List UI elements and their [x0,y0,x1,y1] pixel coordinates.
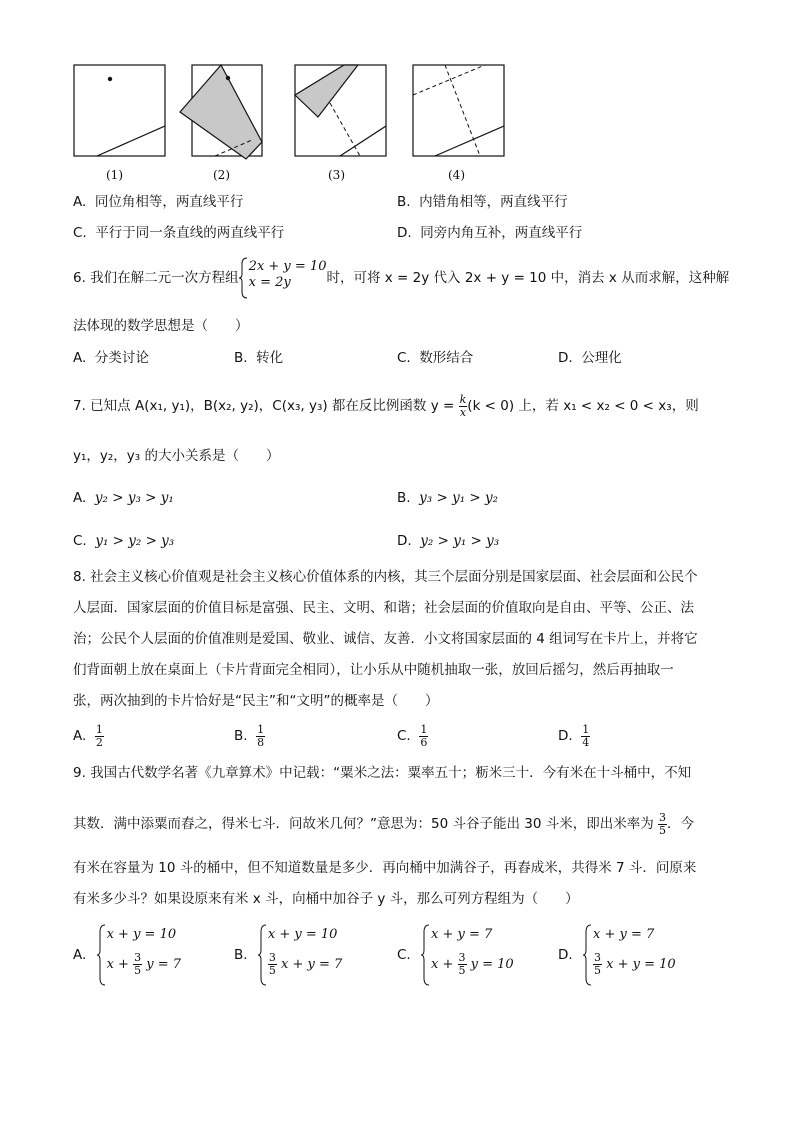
figure-caption-1: (1) [106,168,123,182]
fraction-denominator: 4 [582,735,590,749]
fraction-denominator: x [459,405,467,419]
q6-option-b[interactable] [234,349,283,367]
figure-3 [295,65,386,156]
option-letter: B. [234,947,248,963]
q8-line-3: 治；公民个人层面的价值准则是爱国、敬业、诚信、友善．小文将国家层面的 4 组词写在卡片上，并将它 [73,631,698,647]
equation-fraction [458,952,467,977]
fraction-denominator: 5 [593,964,601,977]
equation-2-start: x + [431,957,454,972]
q9-option-c[interactable] [397,922,514,988]
equation-2 [431,945,514,985]
fraction-numerator: 3 [134,951,142,964]
left-brace-icon [239,256,249,300]
q6-line-2: 法体现的数学思想是（ ） [73,318,249,334]
q7-option-a[interactable] [73,489,174,507]
fraction-numerator: 3 [268,951,276,964]
option-fraction [95,724,104,749]
option-fraction [581,724,590,749]
q6-option-a[interactable] [73,349,149,367]
q8-line-2: 人层面．国家层面的价值目标是富强、民主、文明、和谐；社会层面的价值取向是自由、平等、公正、法 [73,600,694,616]
fraction-denominator: 5 [134,964,142,977]
q8-option-a[interactable] [73,719,104,753]
q6-line-1 [73,256,729,300]
q8-option-c[interactable] [397,719,428,753]
q9-option-d[interactable] [558,922,676,988]
fraction-denominator: 6 [420,735,428,749]
option-letter: D. [397,533,412,549]
left-brace-icon [97,923,107,987]
equation-2 [268,945,342,985]
option-letter: C. [397,728,411,744]
fraction-denominator: 5 [458,964,466,977]
q7-line-1-start: 7. 已知点 A(x₁, y₁)，B(x₂, y₂)，C(x₃, y₃) 都在反比例函数 y = [73,398,455,414]
option-text: y₁ > y₂ > y₃ [95,533,175,549]
equation-fraction [133,952,142,977]
option-equation-system [258,923,342,987]
q6-option-c[interactable] [397,349,473,367]
equation-2-end: y = 7 [146,957,182,972]
equation-1: x + y = 10 [106,927,177,942]
option-text: 平行于同一条直线的两直线平行 [95,225,285,241]
q7-option-d[interactable] [397,532,499,550]
option-letter: A. [73,947,87,963]
q7-option-c[interactable] [73,532,174,550]
fraction-numerator: 1 [582,722,590,736]
option-fraction [256,724,265,749]
q5-option-d[interactable] [397,224,582,242]
equation-2 [107,945,181,985]
q5-option-b[interactable] [397,193,568,211]
option-fraction [419,724,428,749]
option-letter: B. [397,194,411,210]
option-letter: A. [73,728,87,744]
option-text: 同旁内角互补，两直线平行 [420,225,583,241]
option-text: 数形结合 [419,350,474,366]
figure-1 [74,65,165,156]
figure-4 [413,65,504,156]
q6-eq-1: 2x + y = 10 [248,259,327,274]
option-letter: A. [73,490,87,506]
option-letter: A. [73,350,87,366]
option-letter: D. [558,947,573,963]
option-letter: C. [73,533,87,549]
figure-caption-2: (2) [213,168,230,182]
equation-1: x + y = 7 [431,927,493,942]
fraction-numerator: 1 [420,722,428,736]
option-equation-system [583,923,676,987]
option-letter: B. [234,350,248,366]
q7-line-1-end: (k < 0) 上，若 x₁ < x₂ < 0 < x₃，则 [467,398,699,414]
q9-fraction [658,812,667,837]
option-text: y₂ > y₃ > y₁ [94,490,174,506]
option-letter: C. [397,947,411,963]
option-text: y₃ > y₁ > y₂ [419,490,499,506]
q7-line-1 [73,392,699,420]
option-text: 同位角相等，两直线平行 [94,194,244,210]
q7-line-2: y₁，y₂，y₃ 的大小关系是（ ） [73,448,280,464]
q8-option-d[interactable] [558,719,590,753]
fraction-denominator: 2 [95,735,103,749]
figure-caption-4: (4) [448,168,465,182]
option-text: 转化 [256,350,284,366]
q7-option-b[interactable] [397,489,498,507]
q9-line-2 [73,807,694,841]
option-letter: D. [397,225,412,241]
q8-option-b[interactable] [234,719,265,753]
q5-option-c[interactable] [73,224,284,242]
fraction-numerator: 1 [95,722,103,736]
equation-2-end: x + y = 10 [606,957,676,972]
q6-equation-system [239,256,327,300]
option-text: 公理化 [581,350,622,366]
equation-2 [593,945,676,985]
option-equation-system [97,923,181,987]
equation-2-start: x + [106,957,129,972]
fraction-denominator: 5 [268,964,276,977]
option-letter: D. [558,350,573,366]
q8-line-5: 张，两次抽到的卡片恰好是“民主”和“文明”的概率是（ ） [73,693,439,709]
option-letter: C. [73,225,87,241]
option-letter: C. [397,350,411,366]
fraction-numerator: 1 [257,722,265,736]
q9-line-2-end: ．今 [667,816,695,832]
option-letter: B. [234,728,248,744]
option-text: 内错角相等，两直线平行 [419,194,568,210]
q6-option-d[interactable] [558,349,622,367]
q8-line-4: 们背面朝上放在桌面上（卡片背面完全相同），让小乐从中随机抽取一张，放回后摇匀，然后再抽取一 [73,662,674,678]
q9-option-b[interactable] [234,922,342,988]
equation-2-end: x + y = 7 [281,957,343,972]
q6-eq-2: x = 2y [248,275,291,290]
fraction-numerator: 3 [458,951,466,964]
fraction-numerator: k [459,392,467,406]
figure-2 [180,65,262,159]
fraction-numerator: 3 [593,951,601,964]
equation-fraction [268,952,277,977]
q7-fraction [459,394,468,419]
q5-option-a[interactable] [73,193,243,211]
q9-line-4: 有米多少斗？如果设原来有米 x 斗，向桶中加谷子 y 斗，那么可列方程组为（ ） [73,891,579,907]
folding-diagram [0,0,794,190]
q8-line-1: 8. 社会主义核心价值观是社会主义核心价值体系的内核，其三个层面分别是国家层面、社会层面和公民个 [73,569,698,585]
figure-caption-3: (3) [328,168,345,182]
q6-prefix: 6. 我们在解二元一次方程组 [73,270,239,286]
equation-1: x + y = 7 [592,927,655,942]
option-letter: D. [558,728,573,744]
q9-line-3: 有米在容量为 10 斗的桶中，但不知道数量是多少．再向桶中加满谷子，再舂成米，共得米 7 斗．问原来 [73,860,697,876]
fraction-denominator: 5 [659,823,667,837]
left-brace-icon [421,923,431,987]
option-text: y₂ > y₁ > y₃ [420,533,500,549]
option-text: 分类讨论 [94,350,149,366]
q6-mid: 时，可将 x = 2y 代入 2x + y = 10 中，消去 x 从而求解，这种解 [326,270,730,286]
equation-fraction [593,952,602,977]
left-brace-icon [583,923,593,987]
option-equation-system [421,923,514,987]
fraction-denominator: 8 [257,735,265,749]
left-brace-icon [258,923,268,987]
option-letter: A. [73,194,87,210]
q9-line-1: 9. 我国古代数学名著《九章算术》中记载：“粟米之法：粟率五十；粝米三十．今有米在十斗桶中，不知 [73,765,692,781]
equation-2-end: y = 10 [470,957,514,972]
q9-line-2-start: 其数．满中添粟而舂之，得米七斗．问故米几何？”意思为：50 斗谷子能出 30 斗米，即出米率为 [73,816,654,832]
option-letter: B. [397,490,411,506]
fraction-numerator: 3 [659,810,667,824]
q9-option-a[interactable] [73,922,181,988]
equation-1: x + y = 10 [267,927,338,942]
